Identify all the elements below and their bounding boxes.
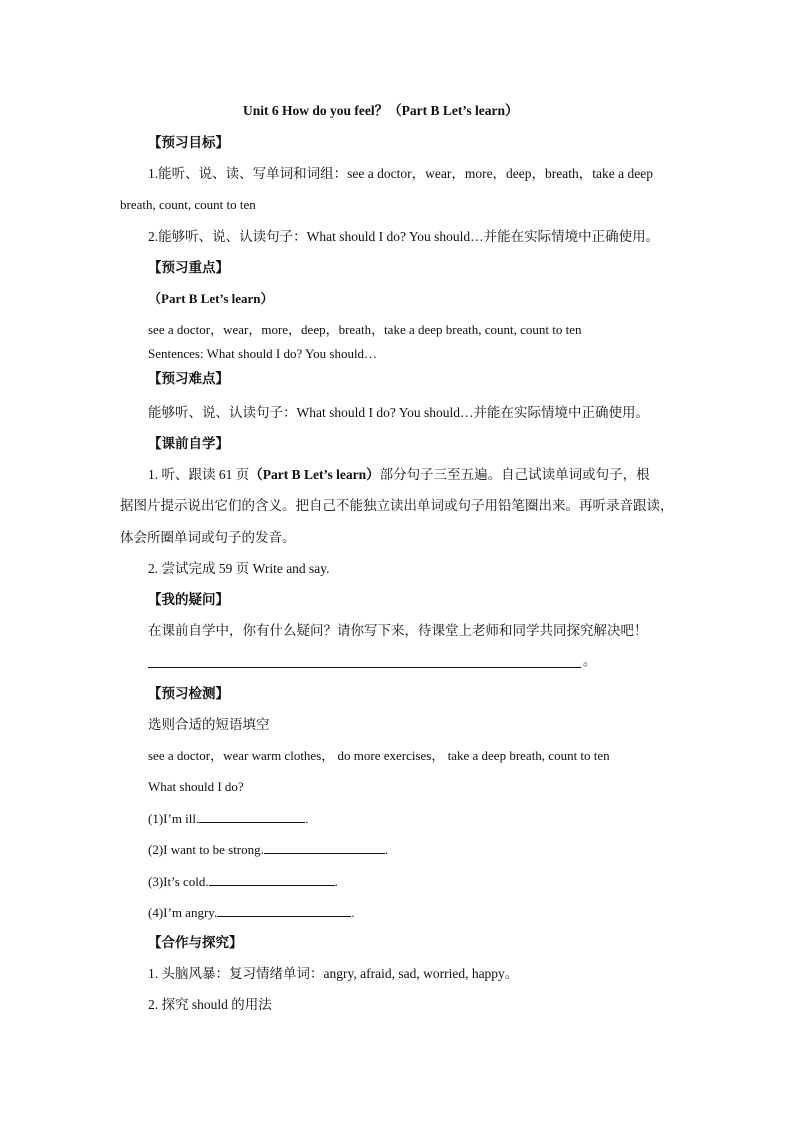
explore-item2: 2. 探究 should 的用法 xyxy=(148,997,272,1012)
check-item-1-text: (1)I’m ill. xyxy=(148,811,200,826)
check-item-4-end: . xyxy=(351,905,355,920)
check-item-4 xyxy=(148,903,354,922)
questions-heading: 【我的疑问】 xyxy=(148,592,229,607)
selfstudy-item1-line2: 据图片提示说出它们的含义。把自己不能独立读出单词或句子用铅笔圈出来。再听录音跟读， xyxy=(120,498,674,513)
check-instruction: 选则合适的短语填空 xyxy=(148,717,270,732)
difficulties-heading: 【预习难点】 xyxy=(148,371,229,386)
keypoints-words: see a doctor，wear，more，deep，breath，take a deep breath, count, count to ten xyxy=(148,322,582,337)
check-item-4-text: (4)I’m angry. xyxy=(148,905,218,920)
check-item-3 xyxy=(148,872,338,891)
check-item-4-blank[interactable] xyxy=(217,903,351,917)
selfstudy-heading: 【课前自学】 xyxy=(148,436,229,451)
questions-text: 在课前自学中，你有什么疑问？请你写下来，待课堂上老师和同学共同探究解决吧！ xyxy=(148,623,648,638)
difficulties-text: 能够听、说、认读句子：What should I do? You should…并能在实际情境中正确使用。 xyxy=(148,405,650,420)
selfstudy-item1-line1 xyxy=(148,466,650,484)
goals-heading: 【预习目标】 xyxy=(148,135,229,150)
check-item-1-blank[interactable] xyxy=(199,809,305,823)
keypoints-sentences: Sentences: What should I do? You should… xyxy=(148,346,378,361)
check-item-2-text: (2)I want to be strong. xyxy=(148,842,264,857)
goals-item1-line1: 1.能听、说、读、写单词和词组：see a doctor，wear，more，deep，breath，take a deep xyxy=(148,166,653,181)
check-item-2-blank[interactable] xyxy=(264,840,385,854)
check-question: What should I do? xyxy=(148,779,244,794)
check-options: see a doctor，wear warm clothes， do more exercises， take a deep breath, count to ten xyxy=(148,748,610,763)
check-item-3-end: . xyxy=(334,874,338,889)
check-item-1 xyxy=(148,809,309,828)
selfstudy-item1-pre: 1. 听、跟读 61 页 xyxy=(148,467,250,482)
page-title: Unit 6 How do you feel？（Part B Let’s learn） xyxy=(243,103,519,118)
check-item-1-end: . xyxy=(305,811,309,826)
questions-answer-line[interactable] xyxy=(148,667,581,668)
explore-item1: 1. 头脑风暴：复习情绪单词：angry, afraid, sad, worried, happy。 xyxy=(148,966,519,981)
check-item-2-end: . xyxy=(384,842,389,857)
check-item-3-blank[interactable] xyxy=(209,872,335,886)
selfstudy-item1-post: 部分句子三至五遍。自己试读单词或句子，根 xyxy=(379,467,650,482)
selfstudy-item1-bold: （Part B Let’s learn） xyxy=(249,467,380,482)
check-item-3-text: (3)It’s cold. xyxy=(148,874,209,889)
selfstudy-item1-line3: 体会所圈单词或句子的发音。 xyxy=(120,530,296,545)
questions-end-mark: 。 xyxy=(583,653,597,668)
check-heading: 【预习检测】 xyxy=(148,686,229,701)
keypoints-subheading: （Part B Let’s learn） xyxy=(148,291,274,306)
goals-item1-line2: breath, count, count to ten xyxy=(120,197,256,212)
check-item-2 xyxy=(148,840,388,859)
goals-item2: 2.能够听、说、认读句子：What should I do? You should…并能在实际情境中正确使用。 xyxy=(148,229,660,244)
explore-heading: 【合作与探究】 xyxy=(148,935,243,950)
selfstudy-item2: 2. 尝试完成 59 页 Write and say. xyxy=(148,561,330,576)
keypoints-heading: 【预习重点】 xyxy=(148,260,229,275)
